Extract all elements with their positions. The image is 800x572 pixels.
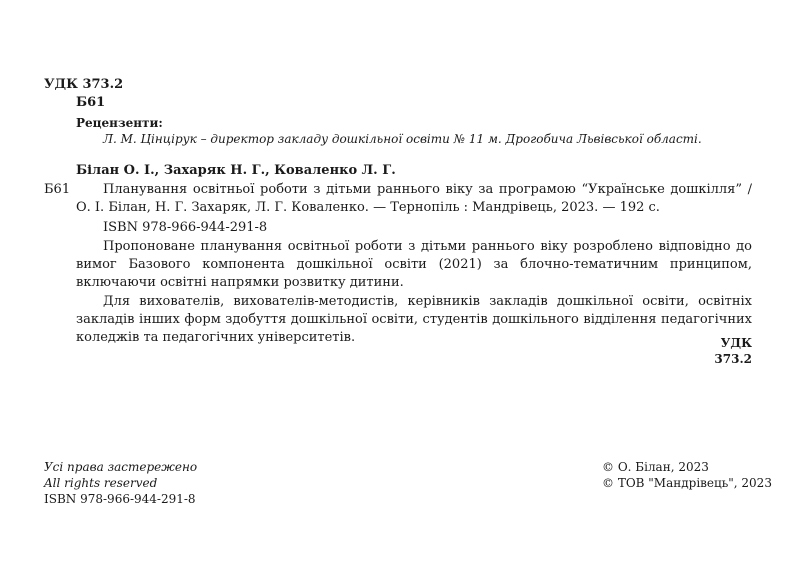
authors-heading: Білан О. І., Захаряк Н. Г., Коваленко Л. Г. — [76, 163, 396, 178]
isbn-line: ISBN 978-966-944-291-8 — [103, 220, 268, 235]
catalog-entry: Планування освітньої роботи з дітьми раннього віку за програмою “Українське дошкілля” / О. І. Білан, Н. Г. Захаряк, Л. Г. Коваленко. — Тернопіль : Мандрівець, 2023. — 192 с. — [76, 182, 752, 215]
bbk-top: Б61 — [76, 95, 106, 110]
footer-isbn: ISBN 978-966-944-291-8 — [44, 492, 196, 506]
abstract-paragraph-2: Для вихователів, вихователів-методистів, керівників закладів дошкільної освіти, освітніх закладів інших форм здобуття дошкільної освіти, студентів дошкільного відділення педагогічних коледжів та педагогічних університетів. — [76, 294, 752, 345]
catalog-code: Б61 — [44, 182, 71, 197]
udc-top: УДК 373.2 — [44, 77, 124, 92]
rights-ua: Усі права застережено — [44, 460, 198, 474]
udc-bottom: УДК 373.2 — [714, 336, 752, 366]
abstract-paragraph-1: Пропоноване планування освітньої роботи з дітьми раннього віку розроблено відповідно до вимог Базового компонента дошкільної освіти (2021) за блочно-тематичним принципом, включаючи освітні напрямки розвитку дитини. — [76, 239, 752, 290]
footer-right — [602, 459, 772, 491]
reviewers-label: Рецензенти: — [76, 116, 163, 130]
rights-en: All rights reserved — [44, 476, 158, 490]
copyright-author: © О. Білан, 2023 — [602, 460, 709, 474]
footer-left — [44, 459, 197, 507]
reviewer-text: Л. М. Цінцірук – директор закладу дошкільної освіти № 11 м. Дрогобича Львівської області. — [103, 132, 702, 146]
copyright-publisher: © ТОВ "Мандрівець", 2023 — [602, 476, 772, 490]
